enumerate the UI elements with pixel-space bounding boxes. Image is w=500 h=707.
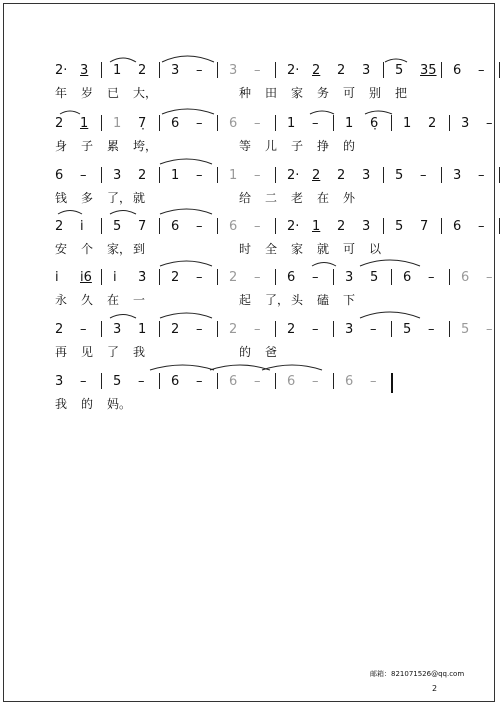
dash-note: – [196, 219, 203, 234]
note: i6 [80, 270, 92, 285]
lyric: 家 [291, 86, 304, 100]
dash-note: – [370, 374, 377, 389]
barline [275, 373, 276, 389]
note: 2 [138, 63, 147, 78]
note: 3 [461, 116, 470, 131]
lyric: 头 [291, 293, 304, 307]
lyric: 就 [317, 242, 330, 256]
note: 2 [337, 168, 346, 183]
lyric: 挣 [317, 139, 330, 153]
dash-note: – [254, 219, 261, 234]
barline [391, 269, 392, 285]
note: 5 [461, 322, 470, 337]
barline [101, 62, 102, 78]
lyric: 岁 [81, 86, 94, 100]
barline [101, 167, 102, 183]
barline [159, 269, 160, 285]
note: 7 [420, 219, 429, 234]
dash-note: – [428, 322, 435, 337]
barline [217, 373, 218, 389]
barline [275, 269, 276, 285]
note: 1 [138, 322, 147, 337]
dash-note: – [254, 168, 261, 183]
barline [101, 218, 102, 234]
note: 3 [113, 322, 122, 337]
note: 3 [362, 168, 371, 183]
barline [275, 167, 276, 183]
note: 6 [287, 374, 296, 389]
barline [159, 218, 160, 234]
lyric: 垮， [133, 139, 158, 153]
note: 2 [138, 168, 147, 183]
note: 1 [113, 63, 122, 78]
dash-note: – [196, 116, 203, 131]
lyric: 起 [239, 293, 252, 307]
note: 1 [171, 168, 180, 183]
note: 3 [453, 168, 462, 183]
note: 2· [287, 219, 300, 234]
barline [275, 115, 276, 131]
dash-note: – [80, 374, 87, 389]
note: 6 [461, 270, 470, 285]
barline [159, 115, 160, 131]
note: 1 [287, 116, 296, 131]
lyric: 永 [55, 293, 68, 307]
lyric: 大， [133, 86, 158, 100]
lyric: 多 [81, 191, 94, 205]
barline [333, 269, 334, 285]
lyric: 子 [81, 139, 94, 153]
lyric: 等 [239, 139, 252, 153]
note: 6 [171, 219, 180, 234]
lyric: 了 [107, 345, 120, 359]
note: 6 [345, 374, 354, 389]
lyric: 老 [291, 191, 304, 205]
note: 2 [312, 63, 321, 78]
dash-note: – [486, 116, 493, 131]
dash-note: – [428, 270, 435, 285]
lyric: 见 [81, 345, 94, 359]
lyric: 家 [291, 242, 304, 256]
dash-note: – [486, 270, 493, 285]
dash-note: – [478, 63, 485, 78]
lyric: 的 [81, 397, 94, 411]
barline [159, 62, 160, 78]
lyric: 安 [55, 242, 68, 256]
lyric: 久 [81, 293, 94, 307]
dash-note: – [80, 322, 87, 337]
note: 1 [345, 116, 354, 131]
lyric: 种 [239, 86, 252, 100]
dash-note: – [312, 116, 319, 131]
barline [217, 62, 218, 78]
footer-email: 邮箱：821071526@qq.com [370, 670, 465, 678]
note: 6 [453, 219, 462, 234]
note: 2 [229, 322, 238, 337]
note: 2· [287, 168, 300, 183]
barline [159, 321, 160, 337]
note: i̇ [80, 219, 84, 234]
note: 1 [80, 116, 89, 131]
note: 5 [113, 374, 122, 389]
note: 1 [403, 116, 412, 131]
lyric: 就 [133, 191, 146, 205]
lyric: 下 [343, 293, 356, 307]
note: 5 [395, 219, 404, 234]
note: 1 [229, 168, 238, 183]
note: 6 [229, 374, 238, 389]
barline [159, 167, 160, 183]
note: 3 [362, 219, 371, 234]
dash-note: – [370, 322, 377, 337]
note: 1 [113, 116, 122, 131]
note: 5 [113, 219, 122, 234]
lyric: 务 [317, 86, 330, 100]
barline [217, 269, 218, 285]
page-number: 2 [432, 684, 438, 693]
dash-note: – [478, 219, 485, 234]
lyric: 一 [133, 293, 146, 307]
lyric: 已 [107, 86, 120, 100]
barline [275, 62, 276, 78]
note: 3 [55, 374, 64, 389]
lyric: 的 [343, 139, 356, 153]
lyric: 可 [343, 242, 356, 256]
note: 2 [229, 270, 238, 285]
lyric: 以 [369, 242, 382, 256]
lyric: 把 [395, 86, 408, 100]
lyric: 妈。 [107, 397, 132, 411]
lyric: 累 [107, 139, 120, 153]
note: 3 [345, 322, 354, 337]
barline [101, 321, 102, 337]
note: 6̣ [370, 116, 379, 131]
note: 6 [403, 270, 412, 285]
lyric: 别 [369, 86, 382, 100]
lyric: 磕 [317, 293, 330, 307]
barline [441, 62, 442, 78]
note: 5 [395, 168, 404, 183]
barline [449, 269, 450, 285]
dash-note: – [486, 322, 493, 337]
barline [217, 115, 218, 131]
lyric: 的 [239, 345, 252, 359]
note: 2· [287, 63, 300, 78]
note: 2 [337, 63, 346, 78]
barline [441, 218, 442, 234]
lyric: 了， [107, 191, 132, 205]
dash-note: – [312, 270, 319, 285]
lyric: 年 [55, 86, 68, 100]
note: 6 [171, 116, 180, 131]
dash-note: – [254, 374, 261, 389]
barline [275, 218, 276, 234]
note: 1 [312, 219, 321, 234]
dash-note: – [196, 270, 203, 285]
note: 3 [80, 63, 89, 78]
note: 6 [453, 63, 462, 78]
dash-note: – [254, 63, 261, 78]
note: 2· [55, 63, 68, 78]
lyric: 钱 [55, 191, 68, 205]
note: 3̇ [138, 270, 147, 285]
dash-note: – [254, 322, 261, 337]
barline [449, 115, 450, 131]
lyric: 子 [291, 139, 304, 153]
barline [101, 115, 102, 131]
lyric: 身 [55, 139, 68, 153]
lyric: 时 [239, 242, 252, 256]
lyric: 可 [343, 86, 356, 100]
dash-note: – [254, 270, 261, 285]
note: 5 [370, 270, 379, 285]
note: 6 [229, 116, 238, 131]
lyric: 家， [107, 242, 132, 256]
barline [217, 218, 218, 234]
note: 3 [362, 63, 371, 78]
note: 35 [420, 63, 437, 78]
barline [333, 373, 334, 389]
barline [383, 62, 384, 78]
barline [159, 373, 160, 389]
barline [101, 373, 102, 389]
lyric: 全 [265, 242, 278, 256]
note: 2 [428, 116, 437, 131]
note: 3 [345, 270, 354, 285]
dash-note: – [138, 374, 145, 389]
note: i [113, 270, 117, 285]
note: 2 [171, 270, 180, 285]
note: 5 [403, 322, 412, 337]
barline [217, 321, 218, 337]
barline [333, 115, 334, 131]
lyric: 我 [133, 345, 146, 359]
lyric: 在 [317, 191, 330, 205]
dash-note: – [420, 168, 427, 183]
note: 7̣ [138, 116, 147, 131]
dash-note: – [196, 374, 203, 389]
barline [391, 321, 392, 337]
lyric: 个 [81, 242, 94, 256]
barline [391, 115, 392, 131]
note: 2 [55, 322, 64, 337]
note: 3 [171, 63, 180, 78]
note: 6 [171, 374, 180, 389]
lyric: 给 [239, 191, 252, 205]
barline [383, 218, 384, 234]
dash-note: – [196, 168, 203, 183]
barline [441, 167, 442, 183]
barline [383, 167, 384, 183]
note: 2 [337, 219, 346, 234]
note: 6 [229, 219, 238, 234]
note: 2 [287, 322, 296, 337]
lyric: 在 [107, 293, 120, 307]
lyric: 到 [133, 242, 146, 256]
dash-note: – [312, 322, 319, 337]
barline [217, 167, 218, 183]
lyric: 儿 [265, 139, 278, 153]
final-barline [391, 373, 393, 393]
note: 6 [287, 270, 296, 285]
lyric: 外 [343, 191, 356, 205]
note: 5 [395, 63, 404, 78]
barline [333, 321, 334, 337]
barline [275, 321, 276, 337]
dash-note: – [80, 168, 87, 183]
dash-note: – [478, 168, 485, 183]
dash-note: – [312, 374, 319, 389]
note: 3 [229, 63, 238, 78]
note: 6 [55, 168, 64, 183]
lyric: 我 [55, 397, 68, 411]
dash-note: – [196, 322, 203, 337]
note: 7 [138, 219, 147, 234]
barline [449, 321, 450, 337]
lyric: 田 [265, 86, 278, 100]
lyric: 爸 [265, 345, 278, 359]
lyric: 二 [265, 191, 278, 205]
note: 3 [113, 168, 122, 183]
note: 2 [171, 322, 180, 337]
dash-note: – [254, 116, 261, 131]
note: 2 [312, 168, 321, 183]
note: 2 [55, 116, 64, 131]
lyric: 了， [265, 293, 290, 307]
barline [101, 269, 102, 285]
lyric: 再 [55, 345, 68, 359]
note: 2 [55, 219, 64, 234]
note: i [55, 270, 59, 285]
dash-note: – [196, 63, 203, 78]
